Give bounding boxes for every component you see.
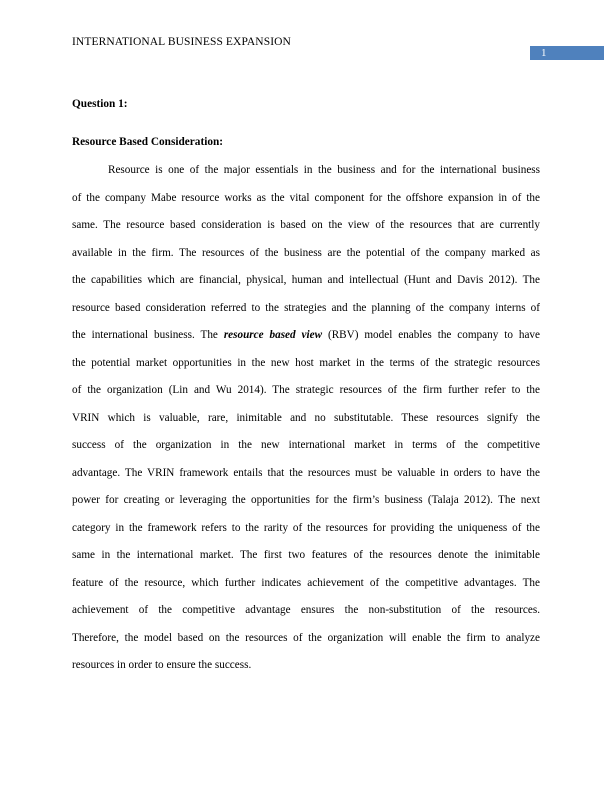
paragraph-line: category in the framework refers to the rarity of the resources for providing the uniqueness of the [72, 521, 540, 534]
paragraph-line: advantage. The VRIN framework entails that the resources must be valuable in orders to have the [72, 466, 540, 479]
body-paragraph [72, 157, 540, 680]
paragraph-line: feature of the resource, which further indicates achievement of the competitive advantages. The [72, 576, 540, 589]
paragraph-line: achievement of the competitive advantage ensures the non-substitution of the resources. [72, 604, 540, 616]
line-text: (RBV) model enables the company to have [322, 329, 540, 341]
paragraph-line: success of the organization in the new international market in terms of the competitive [72, 439, 540, 451]
paragraph-line: the capabilities which are financial, physical, human and intellectual (Hunt and Davis 2012). The [72, 274, 540, 286]
paragraph-line: Resource is one of the major essentials in the business and for the international business [108, 164, 540, 176]
paragraph-line: Therefore, the model based on the resources of the organization will enable the firm to analyze [72, 631, 540, 644]
running-head: INTERNATIONAL BUSINESS EXPANSION [72, 36, 291, 48]
section-heading: Resource Based Consideration: [72, 136, 224, 148]
paragraph-line: of the company Mabe resource works as the vital component for the offshore expansion in of the [72, 191, 540, 204]
paragraph-line: VRIN which is valuable, rare, inimitable and no substitutable. These resources signify the [72, 411, 540, 424]
paragraph-line: of the organization (Lin and Wu 2014). The strategic resources of the firm further refer to the [72, 384, 540, 396]
emphasized-term: resource based view [223, 329, 323, 341]
paragraph-line [72, 322, 540, 350]
line-text: the international business. The [72, 329, 224, 341]
paragraph-line: resource based consideration referred to the strategies and the planning of the company interns of [72, 301, 540, 314]
question-heading: Question 1: [72, 98, 128, 110]
paragraph-line: same in the international market. The first two features of the resources denote the inimitable [72, 549, 540, 561]
paragraph-line: available in the firm. The resources of the business are the potential of the company marked as [72, 246, 540, 259]
paragraph-line: same. The resource based consideration is based on the view of the resources that are currently [72, 219, 540, 231]
paragraph-line: power for creating or leveraging the opportunities for the firm’s business (Talaja 2012). The next [72, 494, 540, 506]
paragraph-line: resources in order to ensure the success. [72, 659, 252, 671]
page-number: 1 [530, 46, 604, 60]
paragraph-line: the potential market opportunities in the new host market in the terms of the strategic resources [72, 356, 540, 369]
